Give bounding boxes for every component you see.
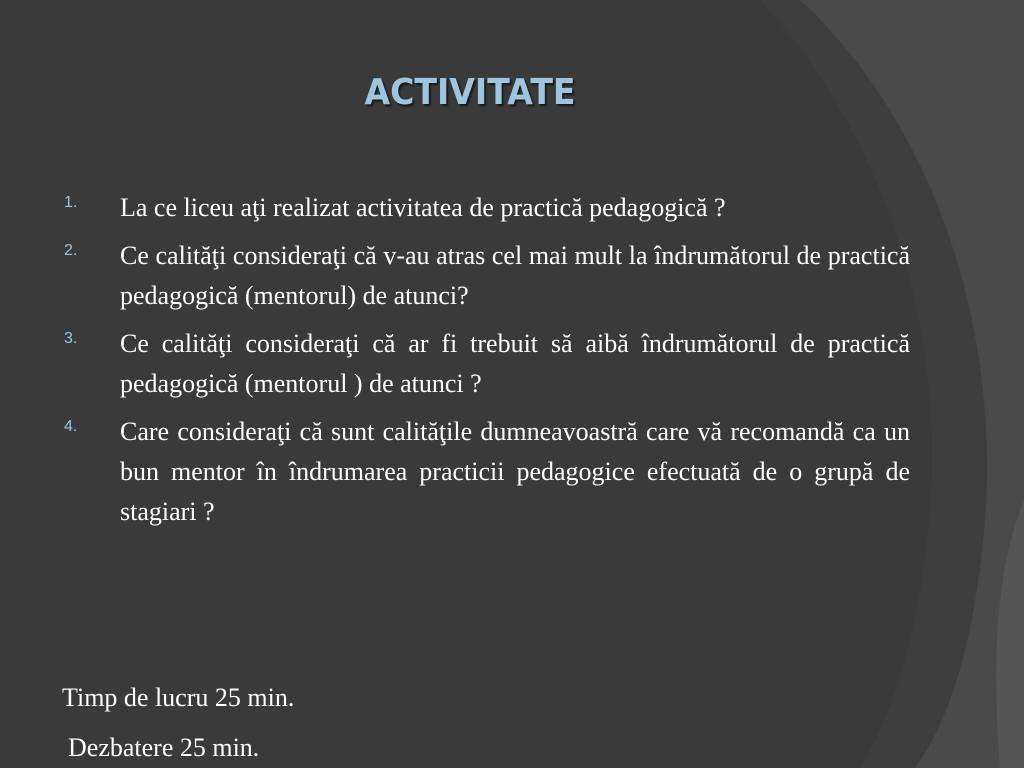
slide-title: ACTIVITATE xyxy=(364,72,576,113)
list-item xyxy=(64,324,910,404)
list-item xyxy=(64,412,910,532)
list-number: 2. xyxy=(64,242,78,259)
list-item xyxy=(64,188,910,228)
debate-time-text: Dezbatere 25 min. xyxy=(68,733,260,762)
work-time-text: Timp de lucru 25 min. xyxy=(62,683,295,712)
question-list xyxy=(0,188,1024,540)
question-text: Ce calităţi consideraţi că ar fi trebuit să aibă îndrumătorul de practică pedagogică (mentorul ) de atunci ? xyxy=(120,329,910,398)
list-number: 1. xyxy=(64,194,78,211)
list-item xyxy=(64,236,910,316)
question-text: Ce calităţi consideraţi că v-au atras cel mai mult la îndrumătorul de practică pedagogică (mentorul) de atunci? xyxy=(120,241,910,310)
question-text: La ce liceu aţi realizat activitatea de practică pedagogică ? xyxy=(120,193,726,222)
question-text: Care consideraţi că sunt calităţile dumneavoastră care vă recomandă ca un bun mentor în îndrumarea practicii pedagogice efectuată de o grupă de stagiari ? xyxy=(120,417,910,526)
list-number: 3. xyxy=(64,330,78,347)
list-number: 4. xyxy=(64,418,78,435)
